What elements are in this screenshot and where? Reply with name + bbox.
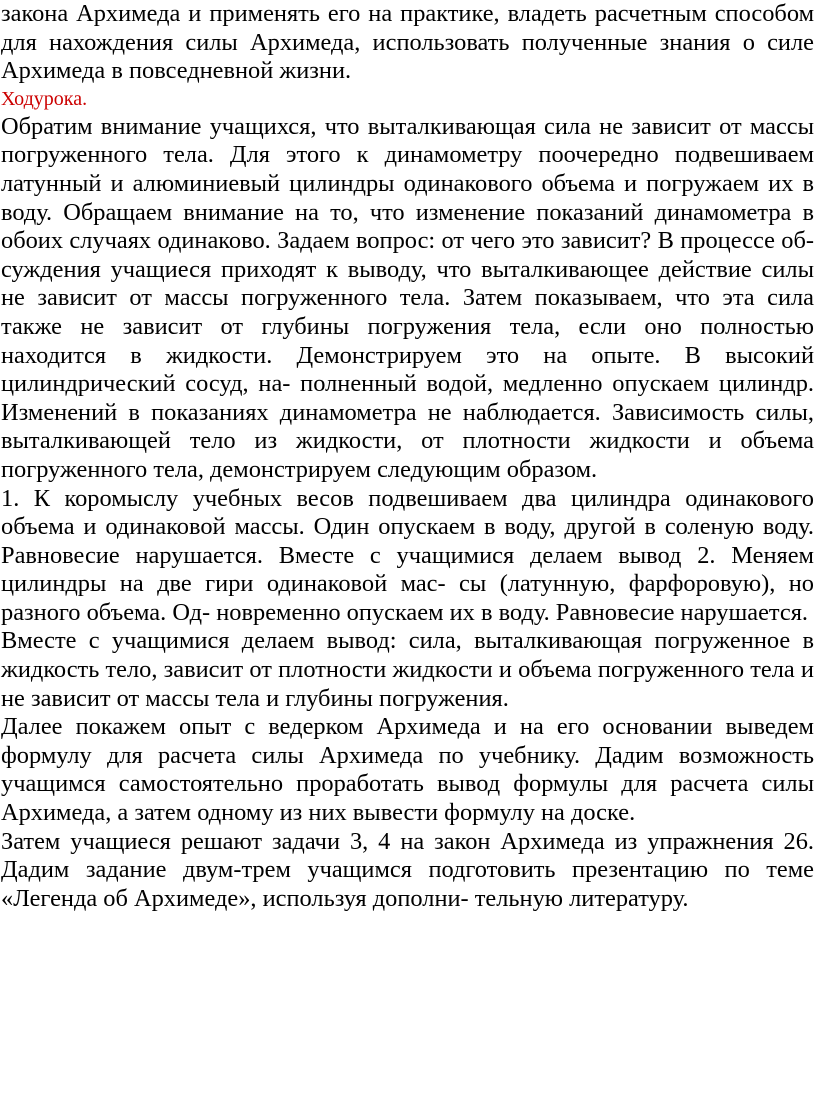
- body-paragraph-demonstration: Обратим внимание учащихся, что выталкивающая сила не зависит от массы погруженного тела. Для этого к динамометру поочередно подвешиваем латунный и алюминиевый цилиндры одинакового объема и погружаем их в воду. Обращаем внимание на то, что изменение показаний динамометра в обоих случаях одинаково. Задаем вопрос: от чего это зависит? В процессе об- суждения учащиеся приходят к выводу, что выталкивающее действие силы не зависит от массы погруженного тела. Затем показываем, что эта сила также не зависит от глубины погружения тела, если оно полностью находится в жидкости. Демонстрируем это на опыте. В высокий цилиндрический сосуд, на- полненный водой, медленно опускаем цилиндр. Изменений в показаниях динамометра не наблюдается. Зависимость силы, выталкивающей тело из жидкости, от плотности жидкости и объема погруженного тела, демонстрируем следующим образом.: [1, 112, 814, 483]
- section-heading: Ходурока.: [1, 87, 88, 110]
- intro-paragraph: закона Архимеда и применять его на практике, владеть расчетным способом для нахождения силы Архимеда, использовать полученные знания о силе Архимеда в повседневной жизни.: [1, 0, 814, 85]
- body-paragraph-homework: Затем учащиеся решают задачи 3, 4 на закон Архимеда из упражнения 26. Дадим задание двум-трем учащимся подготовить презентацию по теме «Легенда об Архимеде», используя дополни- тельную литературу.: [1, 827, 814, 912]
- body-paragraph-experiment: 1. К коромыслу учебных весов подвешиваем два цилиндра одинакового объема и одинаковой массы. Один опускаем в воду, другой в соленую воду. Равновесие нарушается. Вместе с учащимися делаем вывод 2. Меняем цилиндры на две гири одинаковой мас- сы (латунную, фарфоровую), но разного объема. Од- новременно опускаем их в воду. Равновесие нарушается.: [1, 484, 814, 626]
- body-paragraph-formula: Далее покажем опыт с ведерком Архимеда и на его основании выведем формулу для расчета силы Архимеда по учебнику. Дадим возможность учащимся самостоятельно проработать вывод формулы для расчета силы Архимеда, а затем одному из них вывести формулу на доске.: [1, 713, 814, 827]
- body-paragraph-conclusion: Вместе с учащимися делаем вывод: сила, выталкивающая погруженное в жидкость тело, зависит от плотности жидкости и объема погруженного тела и не зависит от массы тела и глубины погружения.: [1, 627, 814, 712]
